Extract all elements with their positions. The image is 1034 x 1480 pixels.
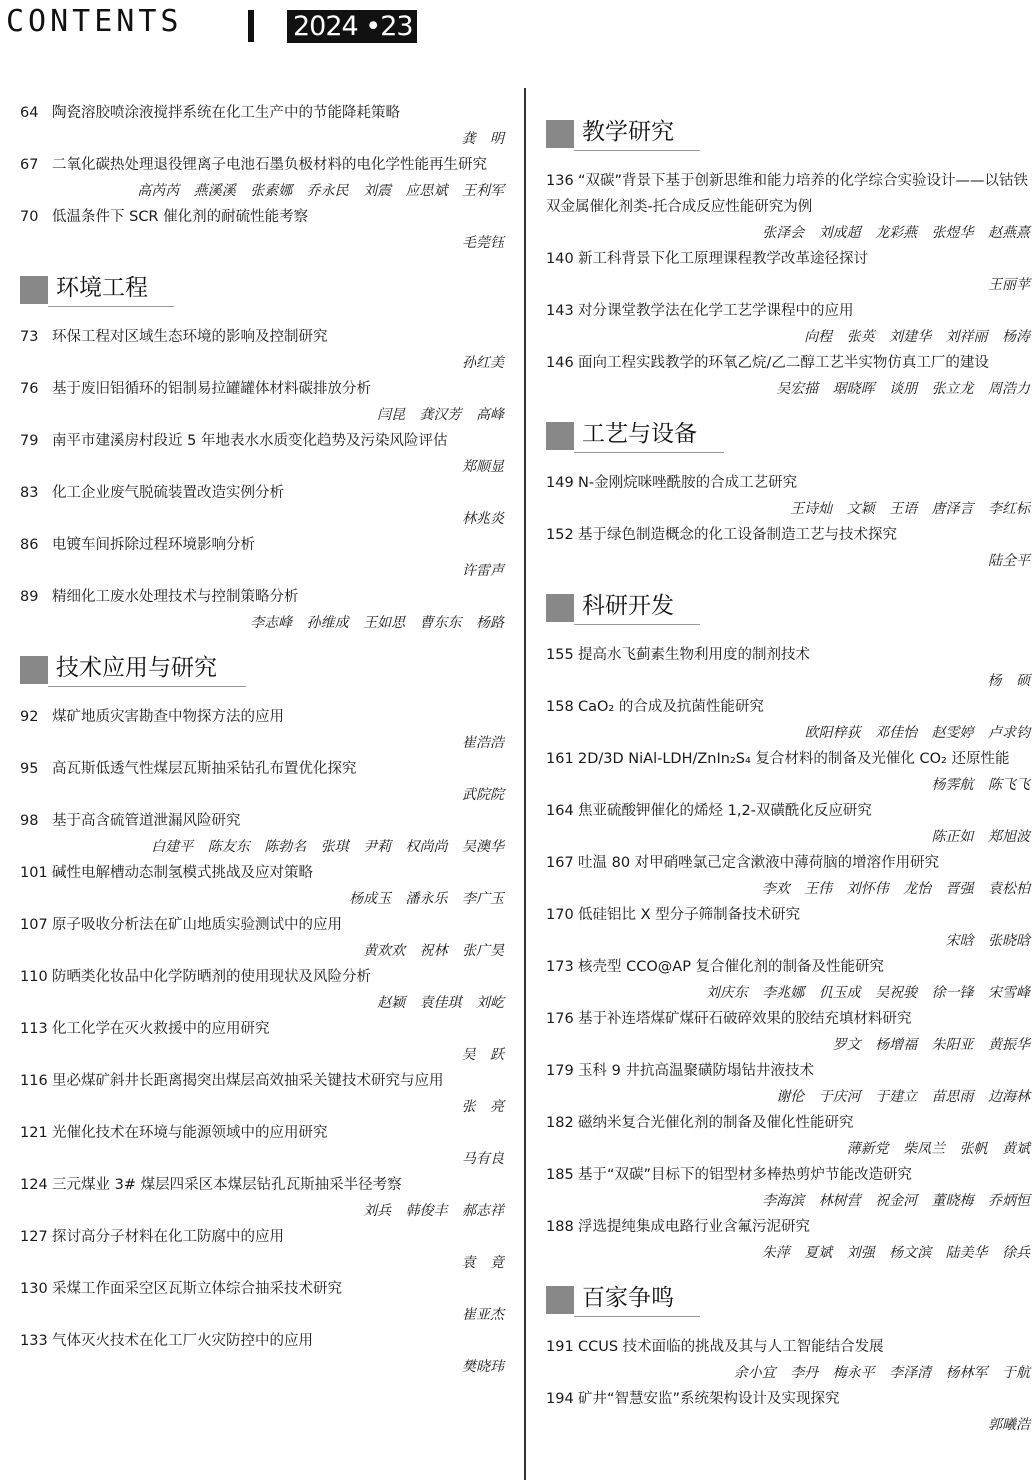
article-title: 基于绿色制造概念的化工设备制造工艺与技术探究 xyxy=(578,527,897,543)
toc-entry-title xyxy=(20,100,504,126)
toc-entry-title xyxy=(546,1058,1030,1084)
article-authors: 吴 跃 xyxy=(461,1047,504,1063)
toc-entry-title xyxy=(546,954,1030,980)
toc-entry[interactable] xyxy=(546,1006,1030,1058)
column-divider xyxy=(524,88,526,1480)
article-authors: 刘庆东 李兆娜 仉玉成 吴祝骏 徐一锋 宋雪峰 xyxy=(705,985,1030,1001)
article-title: 玉科 9 井抗高温聚磺防塌钻井液技术 xyxy=(578,1063,814,1079)
page-number: 67 xyxy=(20,157,39,173)
toc-entry-title xyxy=(20,428,504,454)
toc-entry-title xyxy=(546,902,1030,928)
page-number: 191 xyxy=(546,1339,574,1355)
article-title: 电镀车间拆除过程环境影响分析 xyxy=(52,537,255,553)
section-marker-icon xyxy=(546,422,574,450)
toc-entry-title xyxy=(20,152,504,178)
toc-entry-title xyxy=(546,298,1030,324)
section-underline xyxy=(48,306,174,307)
toc-entry[interactable] xyxy=(546,1334,1030,1386)
article-title: 磁纳米复合光催化剂的制备及催化性能研究 xyxy=(578,1115,854,1131)
toc-entry[interactable] xyxy=(20,152,504,204)
page-number: 194 xyxy=(546,1391,574,1407)
article-title: 提高水飞蓟素生物利用度的制剂技术 xyxy=(578,647,810,663)
article-authors: 许雷声 xyxy=(462,563,504,579)
article-title: 采煤工作面采空区瓦斯立体综合抽采技术研究 xyxy=(52,1281,342,1297)
article-title: 南平市建溪房村段近 5 年地表水水质变化趋势及污染风险评估 xyxy=(52,433,448,449)
section-marker-icon xyxy=(20,656,48,684)
toc-entry-title xyxy=(20,704,504,730)
article-authors: 王诗灿 文颖 王语 唐泽言 李红标 xyxy=(790,501,1030,517)
section-underline xyxy=(574,150,700,151)
page-number: 92 xyxy=(20,709,39,725)
toc-entry[interactable] xyxy=(546,1058,1030,1110)
page-number: 95 xyxy=(20,761,39,777)
toc-entry[interactable] xyxy=(20,1068,504,1120)
article-authors: 王丽苹 xyxy=(988,277,1030,293)
article-authors: 赵颖 袁佳琪 刘屹 xyxy=(377,995,504,1011)
section-heading xyxy=(546,1280,1030,1320)
toc-entry[interactable] xyxy=(546,954,1030,1006)
toc-entry[interactable] xyxy=(546,470,1030,522)
toc-entry-title xyxy=(546,470,1030,496)
toc-entry-title xyxy=(20,1120,504,1146)
toc-entry-title xyxy=(20,912,504,938)
toc-entry[interactable] xyxy=(20,964,504,1016)
article-title: 核壳型 CCO@AP 复合催化剂的制备及性能研究 xyxy=(578,959,885,975)
page-number: 188 xyxy=(546,1219,574,1235)
article-title: 气体灭火技术在化工厂火灾防控中的应用 xyxy=(52,1333,313,1349)
toc-entry-title xyxy=(20,1224,504,1250)
article-authors: 崔浩浩 xyxy=(462,735,504,751)
section-underline xyxy=(574,452,724,453)
article-authors: 张泽会 刘成超 龙彩燕 张煜华 赵燕熹 xyxy=(762,225,1030,241)
article-authors: 向程 张英 刘建华 刘祥丽 杨涛 xyxy=(804,329,1030,345)
toc-entry-title xyxy=(20,1276,504,1302)
page-header xyxy=(0,0,1034,48)
article-authors: 罗文 杨增福 朱阳亚 黄振华 xyxy=(832,1037,1030,1053)
toc-entry[interactable] xyxy=(20,704,504,756)
page-number: 124 xyxy=(20,1177,48,1193)
article-title: 基于高含硫管道泄漏风险研究 xyxy=(52,813,241,829)
section-marker-icon xyxy=(546,594,574,622)
toc-entry-title xyxy=(20,964,504,990)
article-authors: 薄新党 柴凤兰 张帆 黄斌 xyxy=(846,1141,1030,1157)
article-title: 浮选提纯集成电路行业含氟污泥研究 xyxy=(578,1219,810,1235)
page-number: 136 xyxy=(546,173,574,189)
page-number: 83 xyxy=(20,485,39,501)
page-number: 164 xyxy=(546,803,574,819)
toc-entry[interactable] xyxy=(546,246,1030,298)
contents-label: CONTENTS xyxy=(6,4,183,39)
article-authors: 林兆炎 xyxy=(462,511,504,527)
toc-entry-title xyxy=(546,1214,1030,1240)
article-authors: 陈正如 郑旭波 xyxy=(931,829,1030,845)
toc-entry[interactable] xyxy=(20,376,504,428)
page-number: 140 xyxy=(546,251,574,267)
article-title: 高瓦斯低透气性煤层瓦斯抽采钻孔布置优化探究 xyxy=(52,761,357,777)
toc-entry-title xyxy=(20,1172,504,1198)
article-authors: 龚 明 xyxy=(461,131,504,147)
article-title: CCUS 技术面临的挑战及其与人工智能结合发展 xyxy=(578,1339,884,1355)
page-number: 70 xyxy=(20,209,39,225)
article-authors: 杨 硕 xyxy=(987,673,1030,689)
article-authors: 李海滨 林树营 祝金河 董晓梅 乔炳恒 xyxy=(762,1193,1030,1209)
page-number: 110 xyxy=(20,969,48,985)
toc-entry-title xyxy=(546,746,1030,772)
page-number: 79 xyxy=(20,433,39,449)
article-title: 矿井“智慧安监”系统架构设计及实现探究 xyxy=(578,1391,840,1407)
section-heading xyxy=(20,650,504,690)
toc-entry-title xyxy=(20,756,504,782)
toc-entry-title xyxy=(546,642,1030,668)
section-title: 百家争鸣 xyxy=(582,1285,674,1311)
article-title: 陶瓷溶胶喷涂液搅拌系统在化工生产中的节能降耗策略 xyxy=(52,105,400,121)
page-number: 173 xyxy=(546,959,574,975)
article-authors: 吴宏描 琚晓晖 谈朋 张立龙 周浩力 xyxy=(776,381,1030,397)
page-number: 146 xyxy=(546,355,574,371)
toc-entry-title xyxy=(20,204,504,230)
article-title: 新工科背景下化工原理课程教学改革途径探讨 xyxy=(578,251,868,267)
section-title: 工艺与设备 xyxy=(582,421,697,447)
article-authors: 高芮芮 燕溪溪 张素娜 乔永民 刘震 应思斌 王利军 xyxy=(137,183,504,199)
article-authors: 武院院 xyxy=(462,787,504,803)
toc-entry[interactable] xyxy=(546,642,1030,694)
article-authors: 黄欢欢 祝林 张广昊 xyxy=(363,943,504,959)
toc-entry[interactable] xyxy=(20,1276,504,1328)
page-number: 149 xyxy=(546,475,574,491)
page-number: 86 xyxy=(20,537,39,553)
toc-entry-title xyxy=(20,584,504,610)
article-title: 探讨高分子材料在化工防腐中的应用 xyxy=(52,1229,284,1245)
toc-entry-title xyxy=(20,1068,504,1094)
article-authors: 谢伦 于庆河 于建立 苗思雨 边海林 xyxy=(776,1089,1030,1105)
article-title: “双碳”背景下基于创新思维和能力培养的化学综合实验设计——以钴铁双金属催化剂类-托合成反应性能研究为例 xyxy=(546,173,1029,215)
toc-entry[interactable] xyxy=(546,850,1030,902)
article-title: 面向工程实践教学的环氧乙烷/乙二醇工艺半实物仿真工厂的建设 xyxy=(578,355,989,371)
article-title: 低硅铝比 X 型分子筛制备技术研究 xyxy=(578,907,801,923)
article-title: 2D/3D NiAl-LDH/ZnIn₂S₄ 复合材料的制备及光催化 CO₂ 还原性能 xyxy=(578,751,1010,767)
toc-entry[interactable] xyxy=(546,350,1030,402)
page-number: 98 xyxy=(20,813,39,829)
page-number: 113 xyxy=(20,1021,48,1037)
article-authors: 马有良 xyxy=(462,1151,504,1167)
page-number: 185 xyxy=(546,1167,574,1183)
toc-entry-title xyxy=(546,850,1030,876)
article-title: 对分课堂教学法在化学工艺学课程中的应用 xyxy=(578,303,854,319)
toc-entry[interactable] xyxy=(20,584,504,636)
toc-entry[interactable] xyxy=(20,428,504,480)
article-authors: 刘兵 韩俊丰 郝志祥 xyxy=(363,1203,504,1219)
toc-entry[interactable] xyxy=(20,1120,504,1172)
section-heading xyxy=(20,270,504,310)
page-number: 64 xyxy=(20,105,39,121)
article-authors: 崔亚杰 xyxy=(462,1307,504,1323)
article-authors: 杨成玉 潘永乐 李广玉 xyxy=(349,891,504,907)
toc-entry[interactable] xyxy=(546,902,1030,954)
article-authors: 白建平 陈友东 陈勃名 张琪 尹莉 权尚尚 吴澳华 xyxy=(151,839,504,855)
toc-entry[interactable] xyxy=(20,756,504,808)
article-title: 低温条件下 SCR 催化剂的耐硫性能考察 xyxy=(52,209,309,225)
article-title: N-金刚烷咪唑酰胺的合成工艺研究 xyxy=(578,475,798,491)
page-number: 121 xyxy=(20,1125,48,1141)
article-title: 化工企业废气脱硫装置改造实例分析 xyxy=(52,485,284,501)
toc-entry-title xyxy=(546,1162,1030,1188)
toc-entry-title xyxy=(20,808,504,834)
page-number: 101 xyxy=(20,865,48,881)
page-number: 89 xyxy=(20,589,39,605)
article-title: 碱性电解槽动态制氢模式挑战及应对策略 xyxy=(52,865,313,881)
article-title: 防晒类化妆品中化学防晒剂的使用现状及风险分析 xyxy=(52,969,371,985)
left-column xyxy=(20,100,504,1380)
section-title: 环境工程 xyxy=(56,275,148,301)
toc-entry[interactable] xyxy=(546,798,1030,850)
section-heading xyxy=(546,114,1030,154)
toc-entry[interactable] xyxy=(546,746,1030,798)
article-authors: 余小宜 李丹 梅永平 李泽清 杨林军 于航 xyxy=(733,1365,1030,1381)
page-number: 127 xyxy=(20,1229,48,1245)
page-number: 116 xyxy=(20,1073,48,1089)
toc-entry-title xyxy=(546,798,1030,824)
article-authors: 杨霁航 陈飞飞 xyxy=(931,777,1030,793)
page-number: 73 xyxy=(20,329,39,345)
article-title: 光催化技术在环境与能源领域中的应用研究 xyxy=(52,1125,328,1141)
toc-entry-title xyxy=(20,376,504,402)
page-number: 170 xyxy=(546,907,574,923)
page-number: 155 xyxy=(546,647,574,663)
article-authors: 朱萍 夏斌 刘强 杨文滨 陆美华 徐兵 xyxy=(761,1245,1030,1261)
article-title: 化工化学在灭火救援中的应用研究 xyxy=(52,1021,270,1037)
toc-entry-title xyxy=(546,1006,1030,1032)
header-divider-bar xyxy=(248,10,254,42)
toc-entry-title xyxy=(546,246,1030,272)
article-authors: 宋晗 张晓晗 xyxy=(945,933,1030,949)
article-title: 精细化工废水处理技术与控制策略分析 xyxy=(52,589,299,605)
toc-entry[interactable] xyxy=(20,480,504,532)
article-title: 基于补连塔煤矿煤矸石破碎效果的胶结充填材料研究 xyxy=(578,1011,912,1027)
toc-entry[interactable] xyxy=(20,912,504,964)
page-number: 167 xyxy=(546,855,574,871)
section-marker-icon xyxy=(20,276,48,304)
toc-entry[interactable] xyxy=(20,1328,504,1380)
article-title: 基于废旧铝循环的铝制易拉罐罐体材料碳排放分析 xyxy=(52,381,371,397)
toc-entry[interactable] xyxy=(546,1386,1030,1438)
toc-entry-title xyxy=(20,1328,504,1354)
section-underline xyxy=(574,1316,700,1317)
toc-entry[interactable] xyxy=(546,1214,1030,1266)
right-column xyxy=(546,100,1030,1438)
toc-entry[interactable] xyxy=(20,860,504,912)
toc-entry[interactable] xyxy=(20,204,504,256)
page-number: 176 xyxy=(546,1011,574,1027)
toc-entry-title xyxy=(546,1110,1030,1136)
article-authors: 樊晓玮 xyxy=(462,1359,504,1375)
toc-entry[interactable] xyxy=(20,324,504,376)
article-title: CaO₂ 的合成及抗菌性能研究 xyxy=(578,699,764,715)
article-title: 焦亚硫酸钾催化的烯烃 1,2-双磺酰化反应研究 xyxy=(578,803,872,819)
section-title: 教学研究 xyxy=(582,119,674,145)
toc-entry[interactable] xyxy=(546,1162,1030,1214)
page-number: 179 xyxy=(546,1063,574,1079)
toc-entry-title xyxy=(546,350,1030,376)
page-number: 76 xyxy=(20,381,39,397)
section-underline xyxy=(574,624,700,625)
page-number: 161 xyxy=(546,751,574,767)
page-number: 158 xyxy=(546,699,574,715)
toc-entry-title xyxy=(546,694,1030,720)
toc-entry-title xyxy=(20,532,504,558)
page-number: 130 xyxy=(20,1281,48,1297)
toc-entry-title xyxy=(20,860,504,886)
section-heading xyxy=(546,588,1030,628)
article-title: 吐温 80 对甲硝唑氯己定含漱液中薄荷脑的增溶作用研究 xyxy=(578,855,940,871)
toc-entry-title xyxy=(20,480,504,506)
page-number: 182 xyxy=(546,1115,574,1131)
toc-entry[interactable] xyxy=(20,1172,504,1224)
toc-entry[interactable] xyxy=(20,808,504,860)
article-authors: 李志峰 孙维成 王如思 曹东东 杨路 xyxy=(250,615,504,631)
toc-entry[interactable] xyxy=(546,522,1030,574)
toc-entry[interactable] xyxy=(546,1110,1030,1162)
toc-entry[interactable] xyxy=(546,298,1030,350)
toc-entry-title xyxy=(20,324,504,350)
article-title: 三元煤业 3# 煤层四采区本煤层钻孔瓦斯抽采半径考察 xyxy=(52,1177,402,1193)
article-title: 二氧化碳热处理退役锂离子电池石墨负极材料的电化学性能再生研究 xyxy=(52,157,487,173)
issue-number: 2024 •23 xyxy=(287,10,417,43)
page-number: 143 xyxy=(546,303,574,319)
toc-entry-title xyxy=(546,1386,1030,1412)
toc-entry[interactable] xyxy=(20,1016,504,1068)
toc-entry[interactable] xyxy=(546,168,1030,246)
article-authors: 孙红美 xyxy=(462,355,504,371)
page-number: 133 xyxy=(20,1333,48,1349)
toc-entry[interactable] xyxy=(546,694,1030,746)
article-authors: 郭曦浩 xyxy=(988,1417,1030,1433)
section-marker-icon xyxy=(546,1286,574,1314)
article-authors: 郑顺显 xyxy=(462,459,504,475)
toc-entry-title xyxy=(546,168,1030,220)
article-title: 基于“双碳”目标下的铝型材多棒热剪炉节能改造研究 xyxy=(578,1167,913,1183)
section-title: 科研开发 xyxy=(582,593,674,619)
toc-entry-title xyxy=(546,1334,1030,1360)
article-authors: 闫昆 龚汉芳 高峰 xyxy=(377,407,504,423)
toc-entry[interactable] xyxy=(20,100,504,152)
article-title: 里必煤矿斜井长距离揭突出煤层高效抽采关键技术研究与应用 xyxy=(52,1073,444,1089)
toc-entry-title xyxy=(546,522,1030,548)
article-title: 煤矿地质灾害勘查中物探方法的应用 xyxy=(52,709,284,725)
section-title: 技术应用与研究 xyxy=(56,655,217,681)
page-number: 107 xyxy=(20,917,48,933)
section-underline xyxy=(48,686,246,687)
article-authors: 张 亮 xyxy=(461,1099,504,1115)
article-authors: 陆全平 xyxy=(988,553,1030,569)
section-heading xyxy=(546,416,1030,456)
toc-entry[interactable] xyxy=(20,532,504,584)
toc-entry-title xyxy=(20,1016,504,1042)
article-authors: 毛莞钰 xyxy=(462,235,504,251)
article-title: 环保工程对区域生态环境的影响及控制研究 xyxy=(52,329,328,345)
article-authors: 李欢 王伟 刘怀伟 龙怡 晋强 袁松柏 xyxy=(761,881,1030,897)
article-authors: 袁 竟 xyxy=(461,1255,504,1271)
article-title: 原子吸收分析法在矿山地质实验测试中的应用 xyxy=(52,917,342,933)
article-authors: 欧阳梓荻 邓佳怡 赵雯婷 卢求钧 xyxy=(804,725,1030,741)
page-number: 152 xyxy=(546,527,574,543)
section-marker-icon xyxy=(546,120,574,148)
toc-entry[interactable] xyxy=(20,1224,504,1276)
